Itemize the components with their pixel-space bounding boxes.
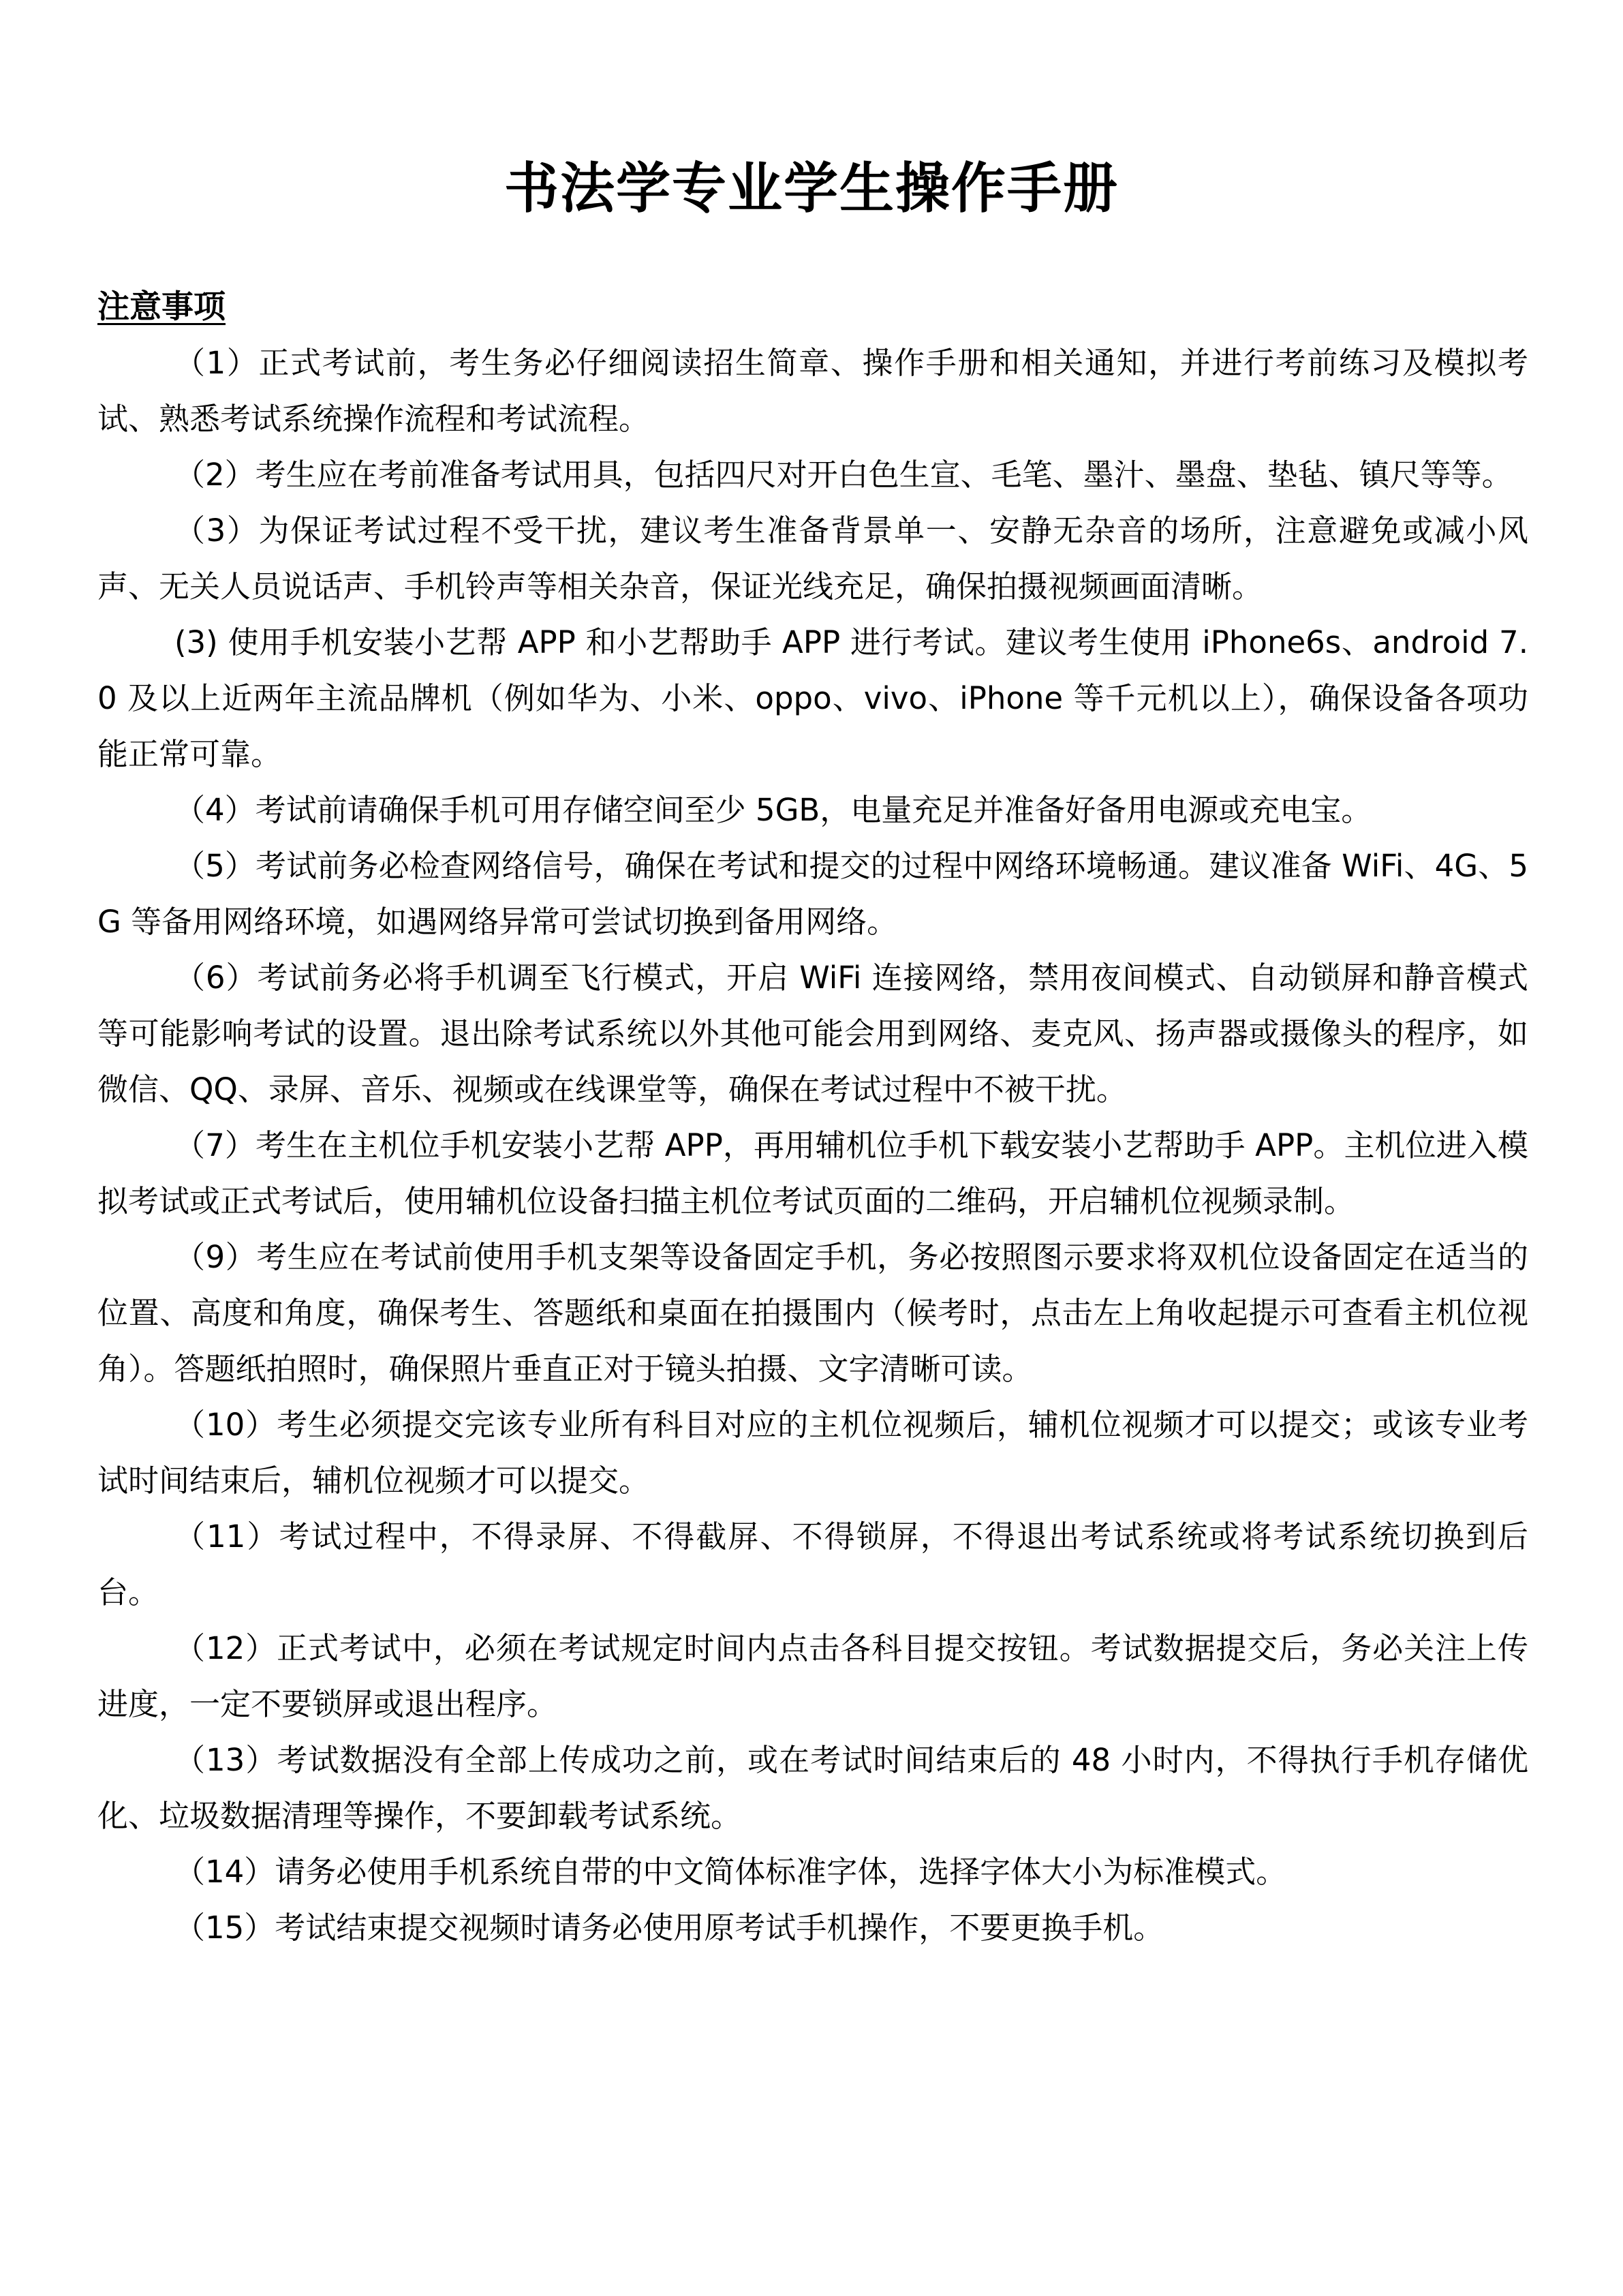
note-item: （12）正式考试中，必须在考试规定时间内点击各科目提交按钮。考试数据提交后，务必关注上传进度，一定不要锁屏或退出程序。 (97, 1630, 1528, 1722)
note-item: （2）考生应在考前准备考试用具，包括四尺对开白色生宣、毛笔、墨汁、墨盘、垫毡、镇尺等等。 (174, 457, 1513, 493)
note-item: (3) 使用手机安装小艺帮 APP 和小艺帮助手 APP 进行考试。建议考生使用 iPhone6s、android 7.0 及以上近两年主流品牌机（例如华为、小米、oppo、vivo、iPhone 等千元机以上），确保设备各项功能正常可靠。 (97, 624, 1528, 772)
note-item: （9）考生应在考试前使用手机支架等设备固定手机，务必按照图示要求将双机位设备固定在适当的位置、高度和角度，确保考生、答题纸和桌面在拍摄围内（候考时，点击左上角收起提示可查看主机位视角）。答题纸拍照时，确保照片垂直正对于镜头拍摄、文字清晰可读。 (97, 1239, 1528, 1387)
note-item: （15）考试结束提交视频时请务必使用原考试手机操作，不要更换手机。 (174, 1910, 1164, 1946)
note-item: （5）考试前务必检查网络信号，确保在考试和提交的过程中网络环境畅通。建议准备 WiFi、4G、5G 等备用网络环境，如遇网络异常可尝试切换到备用网络。 (97, 848, 1528, 940)
note-item: （10）考生必须提交完该专业所有科目对应的主机位视频后，辅机位视频才可以提交；或该专业考试时间结束后，辅机位视频才可以提交。 (97, 1407, 1528, 1499)
note-item: （1）正式考试前，考生务必仔细阅读招生简章、操作手册和相关通知，并进行考前练习及模拟考试、熟悉考试系统操作流程和考试流程。 (97, 345, 1528, 437)
note-item: （11）考试过程中，不得录屏、不得截屏、不得锁屏，不得退出考试系统或将考试系统切换到后台。 (97, 1518, 1528, 1610)
section-heading: 注意事项 (97, 288, 226, 326)
note-item: （13）考试数据没有全部上传成功之前，或在考试时间结束后的 48 小时内，不得执行手机存储优化、垃圾数据清理等操作，不要卸载考试系统。 (97, 1742, 1528, 1834)
note-item: （3）为保证考试过程不受干扰，建议考生准备背景单一、安静无杂音的场所，注意避免或减小风声、无关人员说话声、手机铃声等相关杂音，保证光线充足，确保拍摄视频画面清晰。 (97, 512, 1528, 604)
notes-list (97, 335, 1528, 1956)
note-item: （4）考试前请确保手机可用存储空间至少 5GB，电量充足并准备好备用电源或充电宝。 (174, 792, 1372, 828)
note-item: （14）请务必使用手机系统自带的中文简体标准字体，选择字体大小为标准模式。 (174, 1854, 1287, 1890)
page-title: 书法学专业学生操作手册 (504, 157, 1119, 220)
note-item: （6）考试前务必将手机调至飞行模式，开启 WiFi 连接网络，禁用夜间模式、自动锁屏和静音模式等可能影响考试的设置。退出除考试系统以外其他可能会用到网络、麦克风、扬声器或摄像头的程序，如微信、QQ、录屏、音乐、视频或在线课堂等，确保在考试过程中不被干扰。 (97, 960, 1528, 1107)
note-item: （7）考生在主机位手机安装小艺帮 APP，再用辅机位手机下载安装小艺帮助手 APP。主机位进入模拟考试或正式考试后，使用辅机位设备扫描主机位考试页面的二维码，开启辅机位视频录制。 (97, 1127, 1528, 1219)
